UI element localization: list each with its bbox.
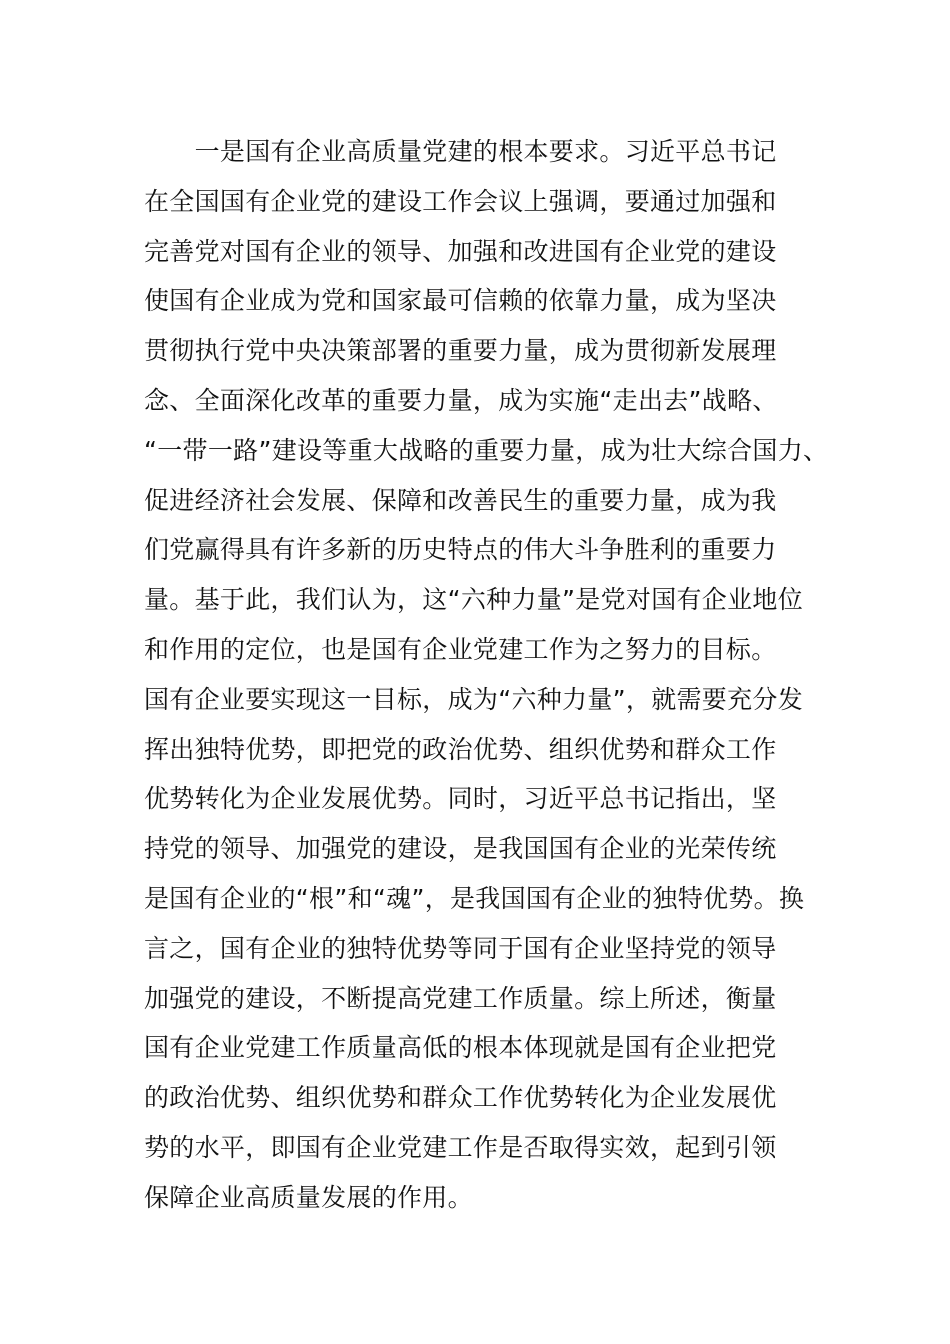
- text-line-7: “一带一路”建设等重大战略的重要力量，成为壮大综合国力、: [144, 435, 829, 465]
- text-line-8: 促进经济社会发展、保障和改善民生的重要力量，成为我: [144, 485, 777, 515]
- text-line-3: 完善党对国有企业的领导、加强和改进国有企业党的建设: [144, 236, 777, 266]
- text-line-5: 贯彻执行党中央决策部署的重要力量，成为贯彻新发展理: [144, 336, 777, 366]
- text-line-2: 在全国国有企业党的建设工作会议上强调，要通过加强和: [144, 186, 777, 216]
- text-line-12: 国有企业要实现这一目标，成为“六种力量”，就需要充分发: [144, 684, 804, 714]
- text-line-21: 势的水平，即国有企业党建工作是否取得实效，起到引领: [144, 1132, 777, 1162]
- text-line-10: 量。基于此，我们认为，这“六种力量”是党对国有企业地位: [144, 585, 804, 615]
- text-line-16: 是国有企业的“根”和“魂”，是我国国有企业的独特优势。换: [144, 883, 805, 913]
- text-line-14: 优势转化为企业发展优势。同时，习近平总书记指出，坚: [144, 784, 777, 814]
- text-line-9: 们党赢得具有许多新的历史特点的伟大斗争胜利的重要力: [144, 535, 777, 565]
- text-line-18: 加强党的建设，不断提高党建工作质量。综上所述，衡量: [144, 983, 777, 1013]
- text-line-22: 保障企业高质量发展的作用。: [144, 1182, 473, 1212]
- body-paragraph: [144, 127, 844, 1223]
- text-line-11: 和作用的定位，也是国有企业党建工作为之努力的目标。: [144, 634, 777, 664]
- text-line-15: 持党的领导、加强党的建设，是我国国有企业的光荣传统: [144, 834, 777, 864]
- text-line-4: 使国有企业成为党和国家最可信赖的依靠力量，成为坚决: [144, 286, 777, 316]
- text-line-1: 一是国有企业高质量党建的根本要求。习近平总书记: [144, 137, 777, 166]
- text-line-17: 言之，国有企业的独特优势等同于国有企业坚持党的领导: [144, 933, 777, 963]
- text-line-19: 国有企业党建工作质量高低的根本体现就是国有企业把党: [144, 1033, 777, 1063]
- text-line-20: 的政治优势、组织优势和群众工作优势转化为企业发展优: [144, 1083, 777, 1113]
- text-line-13: 挥出独特优势，即把党的政治优势、组织优势和群众工作: [144, 734, 777, 764]
- text-line-6: 念、全面深化改革的重要力量，成为实施“走出去”战略、: [144, 385, 778, 415]
